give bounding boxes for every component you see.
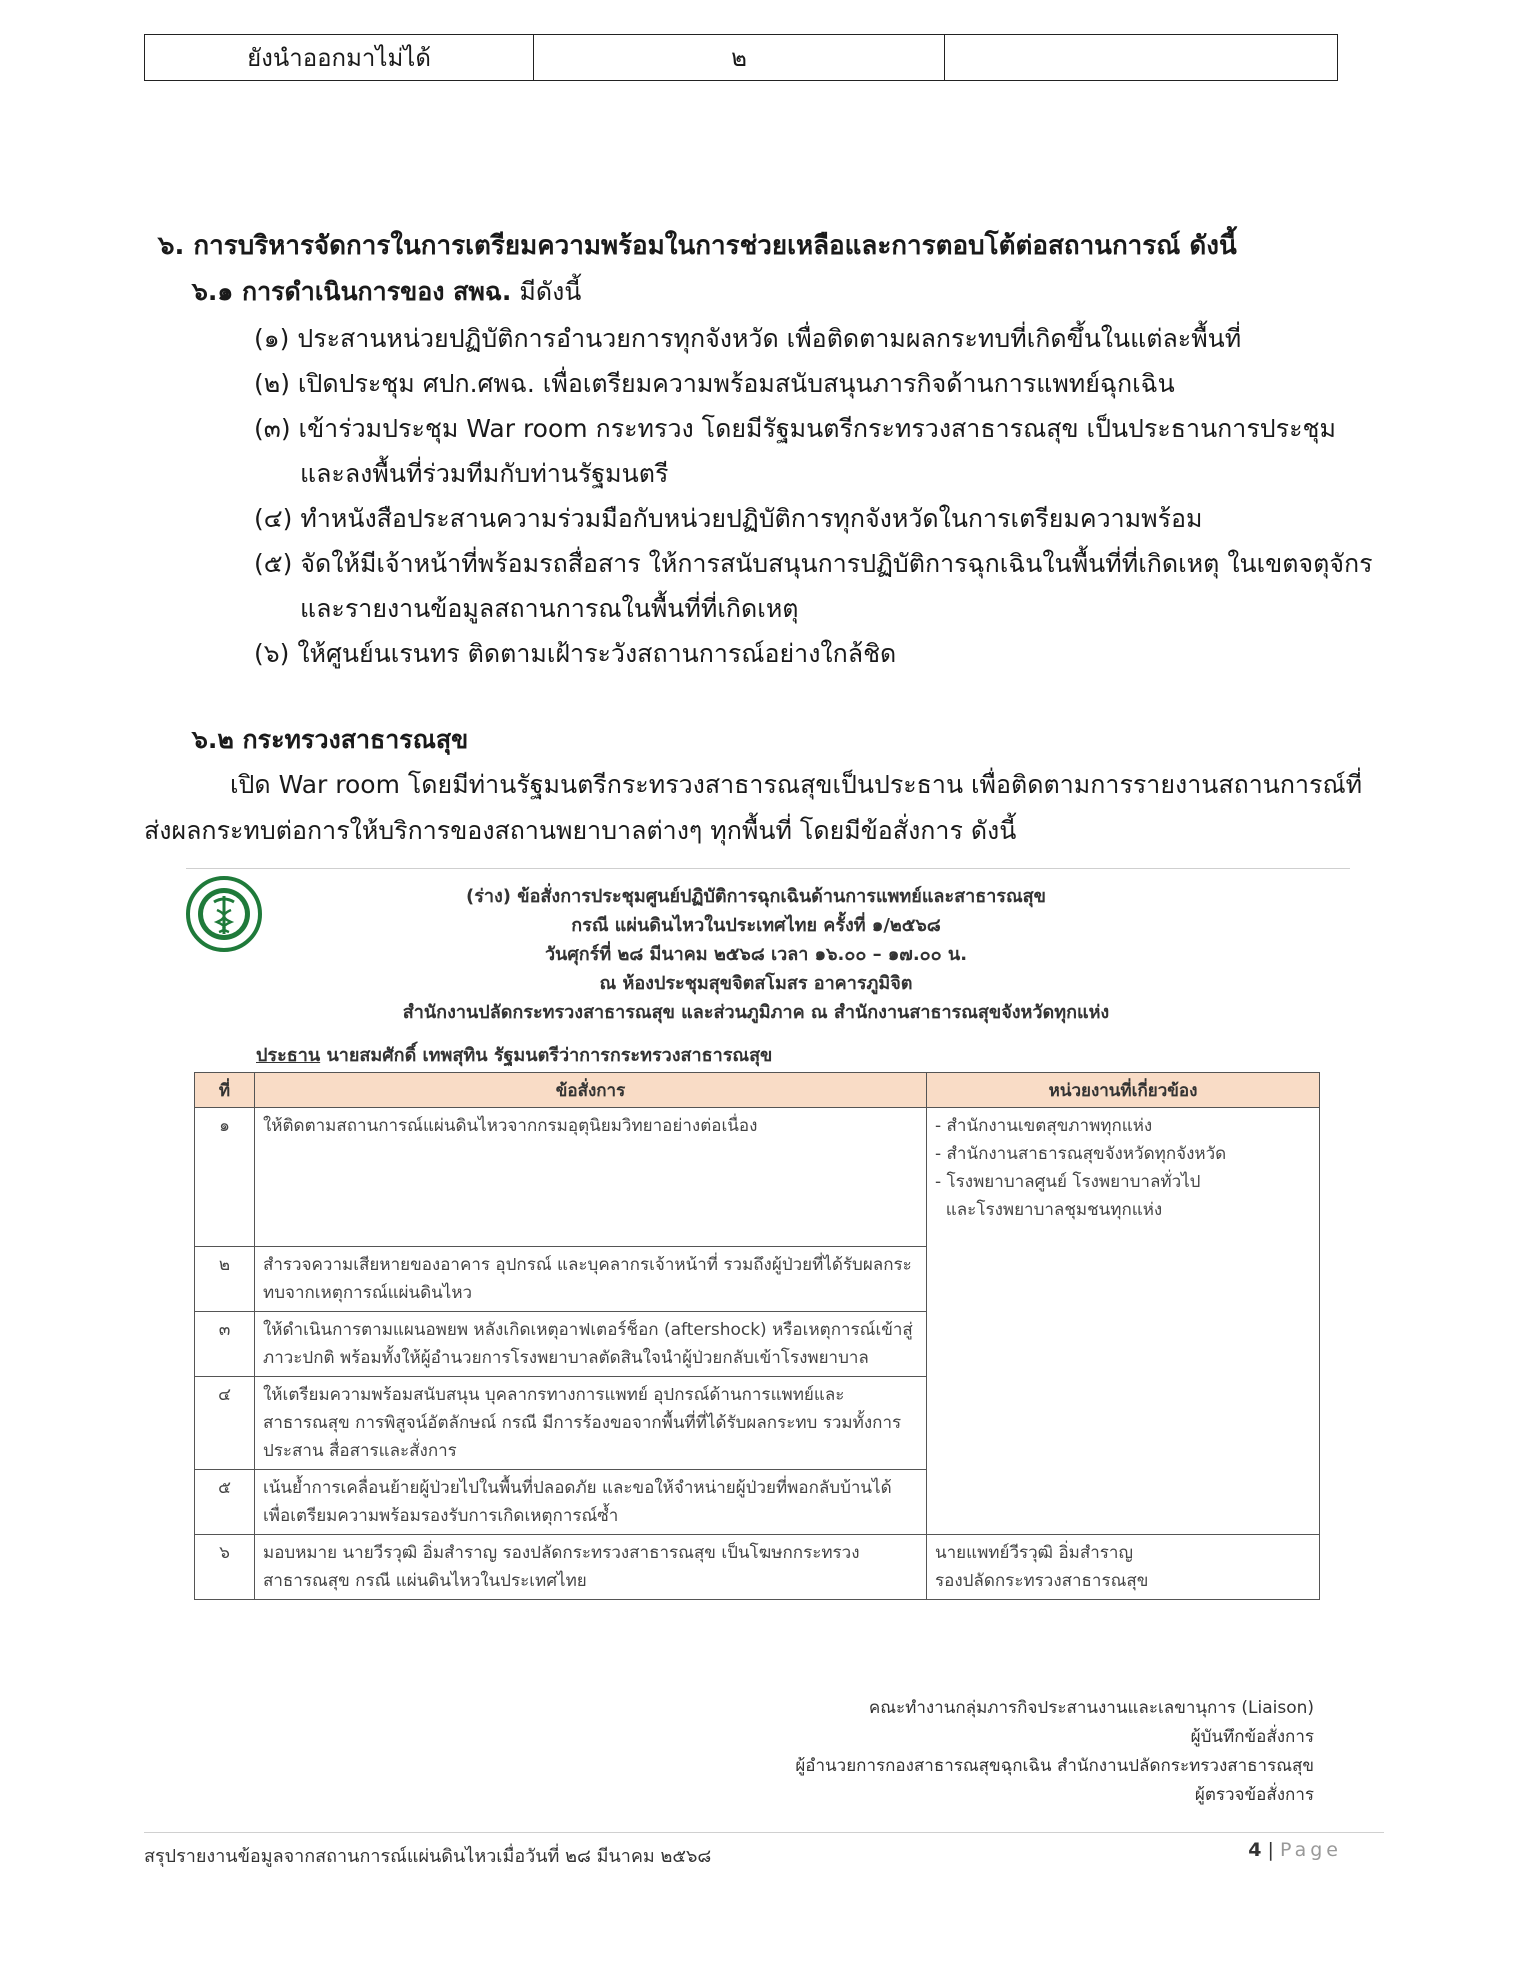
page-number-value: 4 xyxy=(1248,1839,1262,1861)
table-cell: ๒ xyxy=(534,35,945,81)
divider xyxy=(186,868,1350,869)
unit-line: และโรงพยาบาลชุมชนทุกแห่ง xyxy=(935,1200,1163,1220)
list-item: (๒) เปิดประชุม ศปก.ศพฉ. เพื่อเตรียมความพร้อมสนับสนุนภารกิจด้านการแพทย์ฉุกเฉิน xyxy=(254,369,1175,398)
header-line: กรณี แผ่นดินไหวในประเทศไทย ครั้งที่ ๑/๒๕๖๘ xyxy=(571,915,941,936)
table-row xyxy=(195,1108,1320,1247)
row-number: ๔ xyxy=(195,1377,255,1470)
related-units xyxy=(927,1108,1320,1535)
page-separator: | xyxy=(1261,1839,1280,1861)
unit-line: รองปลัดกระทรวงสาธารณสุข xyxy=(935,1571,1149,1591)
subsection-title-6-1 xyxy=(192,272,581,312)
order-text: เน้นย้ำการเคลื่อนย้ายผู้ป่วยไปในพื้นที่ปลอดภัย และขอให้จำหน่ายผู้ป่วยที่พอกลับบ้านได้ เพื่อเตรียมความพร้อมรองรับการเกิดเหตุการณ์ซ้ำ xyxy=(255,1470,927,1535)
header-line: ณ ห้องประชุมสุขจิตสโมสร อาคารภูมิจิต xyxy=(599,973,913,994)
ministry-seal-logo xyxy=(186,876,262,952)
signature-block xyxy=(795,1694,1314,1810)
subsection-suffix: มีดังนี้ xyxy=(511,277,582,306)
list-item: (๔) ทำหนังสือประสานความร่วมมือกับหน่วยปฏิบัติการทุกจังหวัดในการเตรียมความพร้อม xyxy=(254,504,1203,533)
list-item: (๕) จัดให้มีเจ้าหน้าที่พร้อมรถสื่อสาร ให้การสนับสนุนการปฏิบัติการฉุกเฉินในพื้นที่ที่เกิดเหตุ ในเขตจตุจักร xyxy=(254,549,1373,578)
signature-line: ผู้อำนวยการกองสาธารณสุขฉุกเฉิน สำนักงานปลัดกระทรวงสาธารณสุข xyxy=(795,1756,1314,1776)
header-line: วันศุกร์ที่ ๒๘ มีนาคม ๒๕๖๘ เวลา ๑๖.๐๐ – ๑๗.๐๐ น. xyxy=(544,944,968,965)
section-title: ๖. การบริหารจัดการในการเตรียมความพร้อมในการช่วยเหลือและการตอบโต้ต่อสถานการณ์ ดังนี้ xyxy=(158,231,1237,261)
unit-line: - โรงพยาบาลศูนย์ โรงพยาบาลทั่วไป xyxy=(935,1172,1201,1192)
order-text: มอบหมาย นายวีรวุฒิ อิ่มสำราญ รองปลัดกระทรวงสาธารณสุข เป็นโฆษกกระทรวงสาธารณสุข กรณี แผ่นดินไหวในประเทศไทย xyxy=(255,1535,927,1600)
row-number: ๓ xyxy=(195,1312,255,1377)
paragraph xyxy=(144,762,1384,854)
subsection-title-6-2: ๖.๒ กระทรวงสาธารณสุข xyxy=(192,725,469,754)
order-text: ให้เตรียมความพร้อมสนับสนุน บุคลากรทางการแพทย์ อุปกรณ์ด้านการแพทย์และสาธารณสุข การพิสูจน์อัตลักษณ์ กรณี มีการร้องขอจากพื้นที่ที่ได้รับผลกระทบ รวมทั้งการประสาน สื่อสารและสั่งการ xyxy=(255,1377,927,1470)
row-number: ๑ xyxy=(195,1108,255,1247)
action-list xyxy=(254,316,1384,676)
list-item: (๑) ประสานหน่วยปฏิบัติการอำนวยการทุกจังหวัด เพื่อติดตามผลกระทบที่เกิดขึ้นในแต่ละพื้นที่ xyxy=(254,324,1242,353)
signature-line: คณะทำงานกลุ่มภารกิจประสานงานและเลขานุการ (Liaison) xyxy=(868,1698,1314,1718)
footer-title: สรุปรายงานข้อมูลจากสถานการณ์แผ่นดินไหวเมื่อวันที่ ๒๘ มีนาคม ๒๕๖๘ xyxy=(144,1846,712,1867)
order-header xyxy=(266,882,1246,1027)
order-text: ให้ติดตามสถานการณ์แผ่นดินไหวจากกรมอุตุนิยมวิทยาอย่างต่อเนื่อง xyxy=(255,1108,927,1247)
chair-label: ประธาน xyxy=(256,1045,321,1066)
table-cell: ยังนำออกมาไม่ได้ xyxy=(145,35,534,81)
subsection-label: ๖.๑ การดำเนินการของ สพฉ. xyxy=(192,277,512,306)
row-number: ๕ xyxy=(195,1470,255,1535)
list-item-continuation: และรายงานข้อมูลสถานการณในพื้นที่ที่เกิดเหตุ xyxy=(300,594,799,623)
related-units xyxy=(927,1535,1320,1600)
header-line: (ร่าง) ข้อสั่งการประชุมศูนย์ปฏิบัติการฉุกเฉินด้านการแพทย์และสาธารณสุข xyxy=(466,886,1046,907)
list-item: (๖) ให้ศูนย์นเรนทร ติดตามเฝ้าระวังสถานการณ์อย่างใกล้ชิด xyxy=(254,639,897,668)
table-row xyxy=(145,35,1338,81)
unit-line: - สำนักงานเขตสุขภาพทุกแห่ง xyxy=(935,1116,1153,1136)
page-label: Page xyxy=(1280,1839,1342,1861)
orders-table xyxy=(194,1072,1320,1600)
column-header: ข้อสั่งการ xyxy=(255,1073,927,1108)
embedded-order-document xyxy=(186,868,1350,1813)
column-header: หน่วยงานที่เกี่ยวข้อง xyxy=(927,1073,1320,1108)
header-line: สำนักงานปลัดกระทรวงสาธารณสุข และส่วนภูมิภาค ณ สำนักงานสาธารณสุขจังหวัดทุกแห่ง xyxy=(402,1002,1110,1023)
row-number: ๒ xyxy=(195,1247,255,1312)
chairperson-line xyxy=(256,1040,772,1069)
signature-line: ผู้บันทึกข้อสั่งการ xyxy=(1190,1727,1314,1747)
footer-divider xyxy=(144,1832,1384,1833)
row-number: ๖ xyxy=(195,1535,255,1600)
signature-line: ผู้ตรวจข้อสั่งการ xyxy=(1194,1785,1314,1805)
column-header: ที่ xyxy=(195,1073,255,1108)
table-header-row xyxy=(195,1073,1320,1108)
page-number xyxy=(1248,1839,1342,1861)
table-row xyxy=(195,1535,1320,1600)
paragraph-line: ส่งผลกระทบต่อการให้บริการของสถานพยาบาลต่างๆ ทุกพื้นที่ โดยมีข้อสั่งการ ดังนี้ xyxy=(144,816,1017,845)
unit-line: นายแพทย์วีรวุฒิ อิ่มสำราญ xyxy=(935,1543,1133,1563)
order-text: สำรวจความเสียหายของอาคาร อุปกรณ์ และบุคลากรเจ้าหน้าที่ รวมถึงผู้ป่วยที่ได้รับผลกระทบจากเหตุการณ์แผ่นดินไหว xyxy=(255,1247,927,1312)
unit-line: - สำนักงานสาธารณสุขจังหวัดทุกจังหวัด xyxy=(935,1144,1227,1164)
chair-name: นายสมศักดิ์ เทพสุทิน รัฐมนตรีว่าการกระทรวงสาธารณสุข xyxy=(320,1045,773,1066)
list-item-continuation: และลงพื้นที่ร่วมทีมกับท่านรัฐมนตรี xyxy=(300,459,669,488)
table-cell xyxy=(945,35,1338,81)
list-item: (๓) เข้าร่วมประชุม War room กระทรวง โดยมีรัฐมนตรีกระทรวงสาธารณสุข เป็นประธานการประชุม xyxy=(254,414,1336,443)
carryover-table xyxy=(144,34,1338,81)
order-text: ให้ดำเนินการตามแผนอพยพ หลังเกิดเหตุอาฟเตอร์ช็อก (aftershock) หรือเหตุการณ์เข้าสู่ภาวะปกติ พร้อมทั้งให้ผู้อำนวยการโรงพยาบาลตัดสินใจนำผู้ป่วยกลับเข้าโรงพยาบาล xyxy=(255,1312,927,1377)
paragraph-line: เปิด War room โดยมีท่านรัฐมนตรีกระทรวงสาธารณสุขเป็นประธาน เพื่อติดตามการรายงานสถานการณ์ที่ xyxy=(230,770,1363,799)
